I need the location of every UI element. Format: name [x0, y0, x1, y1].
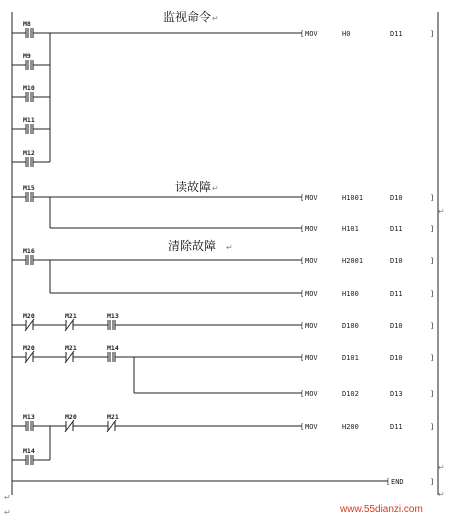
rung-5: [12, 344, 434, 398]
svg-text:MOV: MOV: [305, 390, 318, 398]
svg-text:D10: D10: [390, 194, 403, 202]
instruction-mov-d100-d10: [300, 322, 434, 330]
svg-text:D11: D11: [390, 423, 403, 431]
annotation-marker: ↵: [212, 14, 219, 23]
svg-text:M13: M13: [23, 413, 35, 421]
rung-3: [12, 247, 434, 298]
contact-m9: [12, 52, 50, 70]
svg-text:M21: M21: [65, 344, 77, 352]
svg-text:MOV: MOV: [305, 290, 318, 298]
rung-6: [12, 413, 434, 465]
svg-text:M14: M14: [107, 344, 119, 352]
instruction-mov-h100-d11: [300, 290, 434, 298]
svg-text:H1001: H1001: [342, 194, 364, 202]
instruction-mov-h200-d11: [300, 423, 434, 431]
instruction-mov-h2001-d10: [300, 257, 434, 265]
contact-m21-nc: [65, 312, 108, 331]
contact-m20-nc: [12, 312, 66, 331]
svg-text:]: ]: [430, 354, 435, 362]
svg-text:]: ]: [430, 225, 435, 233]
paragraph-mark: ↵: [4, 493, 11, 502]
svg-text:MOV: MOV: [305, 30, 318, 38]
svg-text:MOV: MOV: [305, 423, 318, 431]
contact-m14: [107, 344, 305, 362]
svg-text:D13: D13: [390, 390, 403, 398]
annotation-marker: ↵: [226, 243, 233, 252]
svg-text:M11: M11: [23, 116, 35, 124]
contact-m21-nc: [65, 344, 108, 363]
rung-4: [12, 312, 434, 331]
svg-text:H100: H100: [342, 290, 359, 298]
svg-text:[: [: [300, 257, 305, 265]
svg-text:D101: D101: [342, 354, 359, 362]
svg-text:D11: D11: [390, 225, 403, 233]
svg-text:H2001: H2001: [342, 257, 364, 265]
svg-text:M20: M20: [23, 312, 35, 320]
svg-text:END: END: [391, 478, 404, 486]
contact-m15: [12, 184, 305, 202]
svg-text:M9: M9: [23, 52, 31, 60]
svg-text:M20: M20: [65, 413, 77, 421]
svg-text:]: ]: [430, 30, 435, 38]
paragraph-mark: ↵: [4, 508, 11, 517]
annotation-read-fault: 读故障: [175, 180, 212, 194]
svg-text:[: [: [300, 30, 305, 38]
svg-text:]: ]: [430, 390, 435, 398]
instruction-mov-h1001-d10: [300, 194, 434, 202]
svg-text:[: [: [300, 194, 305, 202]
contact-m10: [12, 84, 50, 102]
contact-m20-nc: [12, 344, 66, 363]
svg-text:M21: M21: [65, 312, 77, 320]
contact-m21-nc: [107, 413, 305, 432]
instruction-mov-d102-d13: [300, 390, 434, 398]
instruction-mov-d101-d10: [300, 354, 434, 362]
annotation-monitor-command: 监视命令: [163, 10, 212, 24]
contact-m11: [12, 116, 50, 134]
svg-text:[: [: [300, 225, 305, 233]
svg-text:]: ]: [430, 194, 435, 202]
contact-m8: [12, 20, 50, 38]
svg-text:M14: M14: [23, 447, 35, 455]
svg-text:]: ]: [430, 322, 435, 330]
svg-text:M8: M8: [23, 20, 31, 28]
svg-text:D10: D10: [390, 354, 403, 362]
svg-text:]: ]: [430, 478, 435, 486]
rung-1: [12, 20, 434, 167]
rung-7: [12, 478, 434, 486]
svg-text:[: [: [300, 354, 305, 362]
svg-text:D102: D102: [342, 390, 359, 398]
svg-text:D100: D100: [342, 322, 359, 330]
contact-m13: [107, 312, 305, 330]
svg-text:[: [: [300, 290, 305, 298]
contact-m14: [12, 447, 50, 465]
svg-text:MOV: MOV: [305, 194, 318, 202]
svg-text:M10: M10: [23, 84, 35, 92]
instruction-mov-h0-d11: [300, 30, 434, 38]
svg-text:MOV: MOV: [305, 354, 318, 362]
svg-text:D11: D11: [390, 30, 403, 38]
svg-text:M13: M13: [107, 312, 119, 320]
annotation-marker: ↵: [212, 184, 219, 193]
rung-2: [12, 184, 434, 233]
svg-text:D11: D11: [390, 290, 403, 298]
svg-text:MOV: MOV: [305, 257, 318, 265]
svg-text:]: ]: [430, 290, 435, 298]
svg-text:[: [: [300, 322, 305, 330]
contact-m20-nc: [65, 413, 108, 432]
paragraph-mark: ↵: [438, 490, 445, 499]
svg-text:M20: M20: [23, 344, 35, 352]
svg-text:]: ]: [430, 257, 435, 265]
paragraph-mark: ↵: [438, 207, 445, 216]
svg-text:[: [: [386, 478, 391, 486]
svg-text:MOV: MOV: [305, 225, 318, 233]
svg-text:D10: D10: [390, 322, 403, 330]
svg-text:M21: M21: [107, 413, 119, 421]
svg-text:H101: H101: [342, 225, 359, 233]
svg-text:M16: M16: [23, 247, 35, 255]
svg-text:]: ]: [430, 423, 435, 431]
svg-text:M12: M12: [23, 149, 35, 157]
paragraph-mark: ↵: [438, 463, 445, 472]
svg-text:H0: H0: [342, 30, 351, 38]
instruction-mov-h101-d11: [300, 225, 434, 233]
svg-text:MOV: MOV: [305, 322, 318, 330]
annotation-clear-fault: 清除故障: [168, 239, 217, 253]
svg-text:D10: D10: [390, 257, 403, 265]
svg-text:[: [: [300, 423, 305, 431]
contact-m16: [12, 247, 305, 265]
watermark: www.55dianzi.com: [340, 504, 423, 515]
instruction-end: [386, 478, 434, 486]
contact-m13: [12, 413, 66, 431]
svg-text:M15: M15: [23, 184, 35, 192]
svg-text:[: [: [300, 390, 305, 398]
contact-m12: [12, 149, 50, 167]
svg-text:H200: H200: [342, 423, 359, 431]
